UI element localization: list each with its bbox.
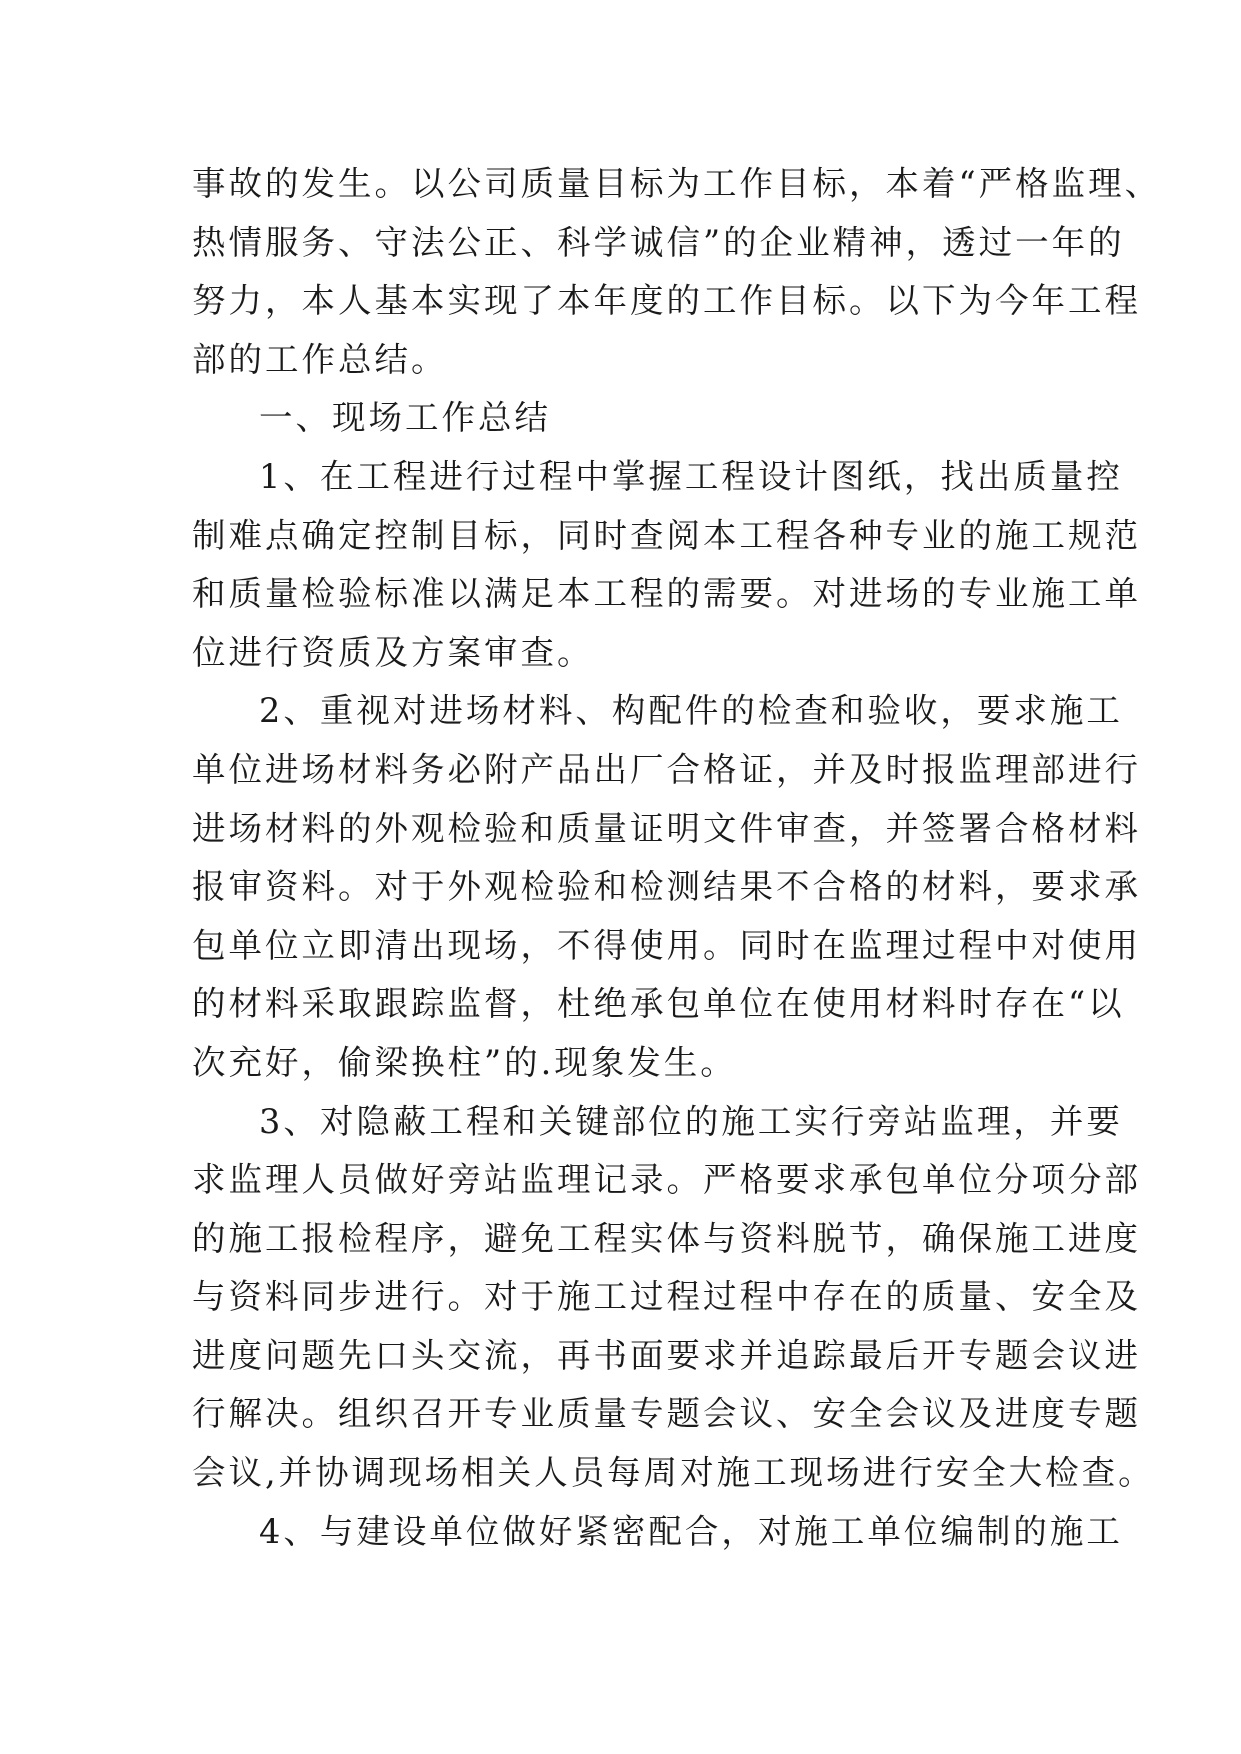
text-line: 报审资料。对于外观检验和检测结果不合格的材料，要求承	[192, 867, 1141, 907]
text-line: 与资料同步进行。对于施工过程过程中存在的质量、安全及	[192, 1277, 1141, 1317]
text-line: 行解决。组织召开专业质量专题会议、安全会议及进度专题	[192, 1394, 1141, 1434]
text-line: 制难点确定控制目标，同时查阅本工程各种专业的施工规范	[192, 515, 1141, 555]
text-line: 会议,并协调现场相关人员每周对施工现场进行安全大检查。	[192, 1453, 1155, 1493]
text-line: 位进行资质及方案审查。	[192, 632, 594, 672]
text-line: 进场材料的外观检验和质量证明文件审查，并签署合格材料	[192, 808, 1141, 848]
text-line: 1、在工程进行过程中掌握工程设计图纸，找出质量控	[259, 456, 1123, 496]
text-line: 和质量检验标准以满足本工程的需要。对进场的专业施工单	[192, 574, 1141, 614]
section-heading: 一、现场工作总结	[259, 398, 551, 438]
text-line: 次充好，偷梁换柱”的.现象发生。	[192, 1042, 737, 1082]
text-line: 部的工作总结。	[192, 339, 448, 379]
text-line: 3、对隐蔽工程和关键部位的施工实行旁站监理，并要	[259, 1101, 1123, 1141]
text-line: 单位进场材料务必附产品出厂合格证，并及时报监理部进行	[192, 749, 1141, 789]
text-line: 事故的发生。以公司质量目标为工作目标，本着“严格监理、	[192, 164, 1162, 203]
text-line: 求监理人员做好旁站监理记录。严格要求承包单位分项分部	[192, 1160, 1141, 1200]
text-line: 努力，本人基本实现了本年度的工作目标。以下为今年工程	[192, 281, 1141, 321]
text-line: 2、重视对进场材料、构配件的检查和验收，要求施工	[259, 691, 1123, 731]
text-line: 进度问题先口头交流，再书面要求并追踪最后开专题会议进	[192, 1335, 1141, 1375]
text-line: 的施工报检程序，避免工程实体与资料脱节，确保施工进度	[192, 1218, 1141, 1258]
text-line: 热情服务、守法公正、科学诚信”的企业精神，透过一年的	[192, 222, 1125, 262]
document-body	[192, 155, 1162, 1561]
text-line: 4、与建设单位做好紧密配合，对施工单位编制的施工	[259, 1511, 1123, 1551]
text-line: 的材料采取跟踪监督，杜绝承包单位在使用材料时存在“以	[192, 984, 1125, 1024]
text-line: 包单位立即清出现场，不得使用。同时在监理过程中对使用	[192, 925, 1141, 965]
